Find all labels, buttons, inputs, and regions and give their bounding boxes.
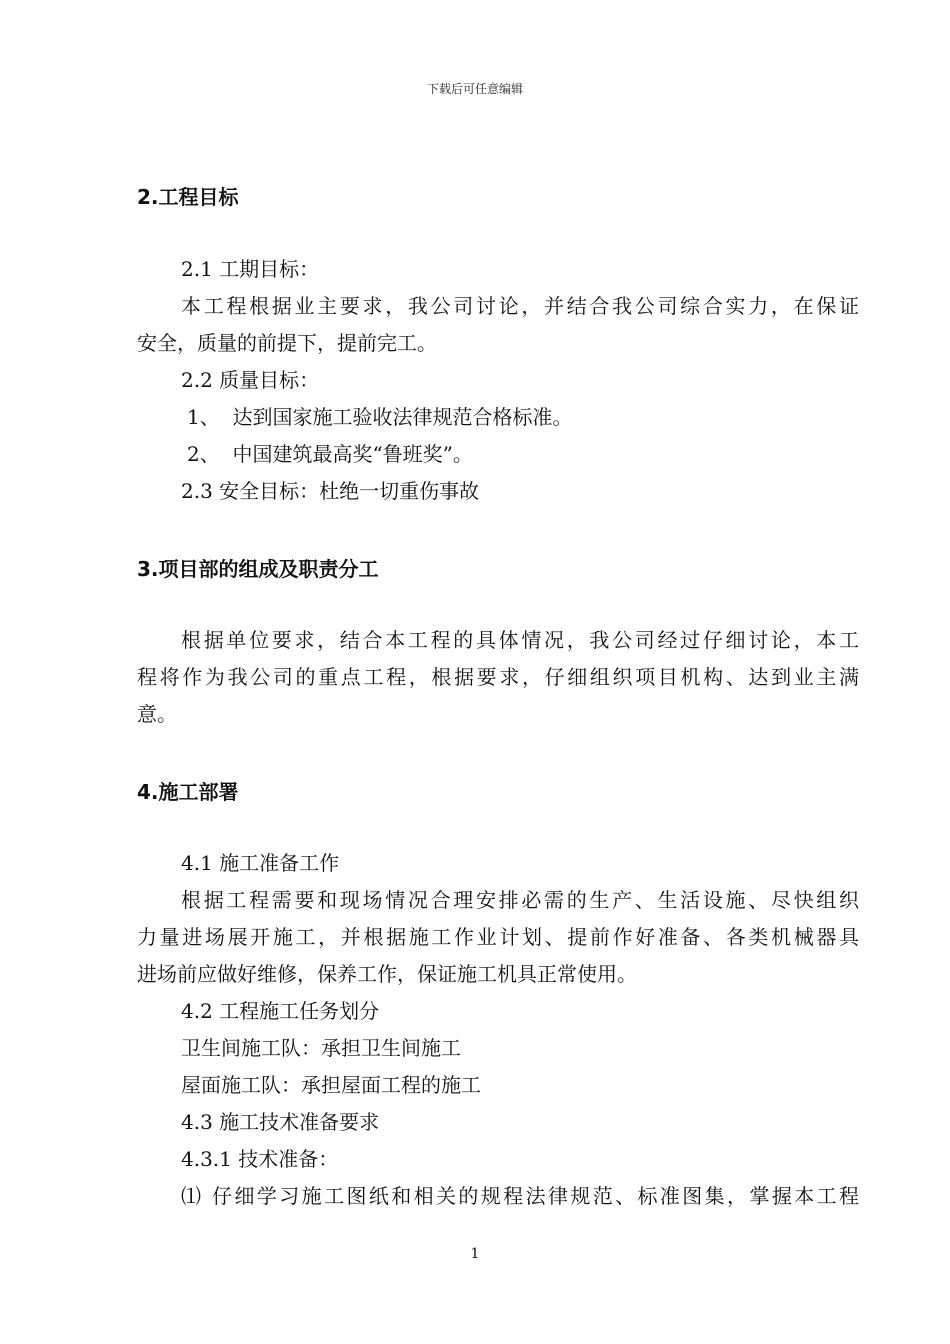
paragraph-line: 安全，质量的前提下，提前完工。 (137, 331, 437, 355)
paragraph-line: 根据工程需要和现场情况合理安排必需的生产、生活设施、尽快组织 (181, 888, 859, 912)
section-4-3-1-heading: 4.3.1 技术准备： (181, 1147, 339, 1171)
list-item: 屋面施工队：承担屋面工程的施工 (181, 1073, 481, 1097)
paragraph-line: 本工程根据业主要求，我公司讨论，并结合我公司综合实力，在保证 (181, 294, 859, 318)
section-2-1-heading: 2.1 工期目标： (181, 257, 320, 281)
section-4-1-heading: 4.1 施工准备工作 (181, 851, 340, 875)
section-4-heading: 4.施工部署 (137, 780, 239, 804)
section-4-3-heading: 4.3 施工技术准备要求 (181, 1110, 380, 1134)
paragraph-line: 进场前应做好维修，保养工作，保证施工机具正常使用。 (137, 962, 637, 986)
section-4-2-heading: 4.2 工程施工任务划分 (181, 999, 380, 1023)
paragraph-line: 程将作为我公司的重点工程，根据要求，仔细组织项目机构、达到业主满 (137, 665, 859, 689)
paragraph-line: 力量进场展开施工，并根据施工作业计划、提前作好准备、各类机械器具 (137, 925, 859, 949)
paragraph-line: ⑴ 仔细学习施工图纸和相关的规程法律规范、标准图集，掌握本工程 (181, 1184, 859, 1208)
paragraph-line: 意。 (137, 702, 177, 726)
list-item: 卫生间施工队：承担卫生间施工 (181, 1036, 461, 1060)
section-3-heading: 3.项目部的组成及职责分工 (137, 557, 379, 581)
section-2-2-heading: 2.2 质量目标： (181, 368, 320, 392)
list-item: 1、 达到国家施工验收法律规范合格标准。 (187, 405, 573, 429)
section-2-heading: 2.工程目标 (137, 185, 239, 209)
page-number: 1 (470, 1246, 480, 1262)
section-2-3-heading: 2.3 安全目标：杜绝一切重伤事故 (181, 479, 480, 503)
paragraph-line: 根据单位要求，结合本工程的具体情况，我公司经过仔细讨论，本工 (181, 628, 859, 652)
page-header: 下载后可任意编辑 (426, 82, 523, 96)
list-item: 2、 中国建筑最高奖“鲁班奖”。 (187, 442, 473, 466)
